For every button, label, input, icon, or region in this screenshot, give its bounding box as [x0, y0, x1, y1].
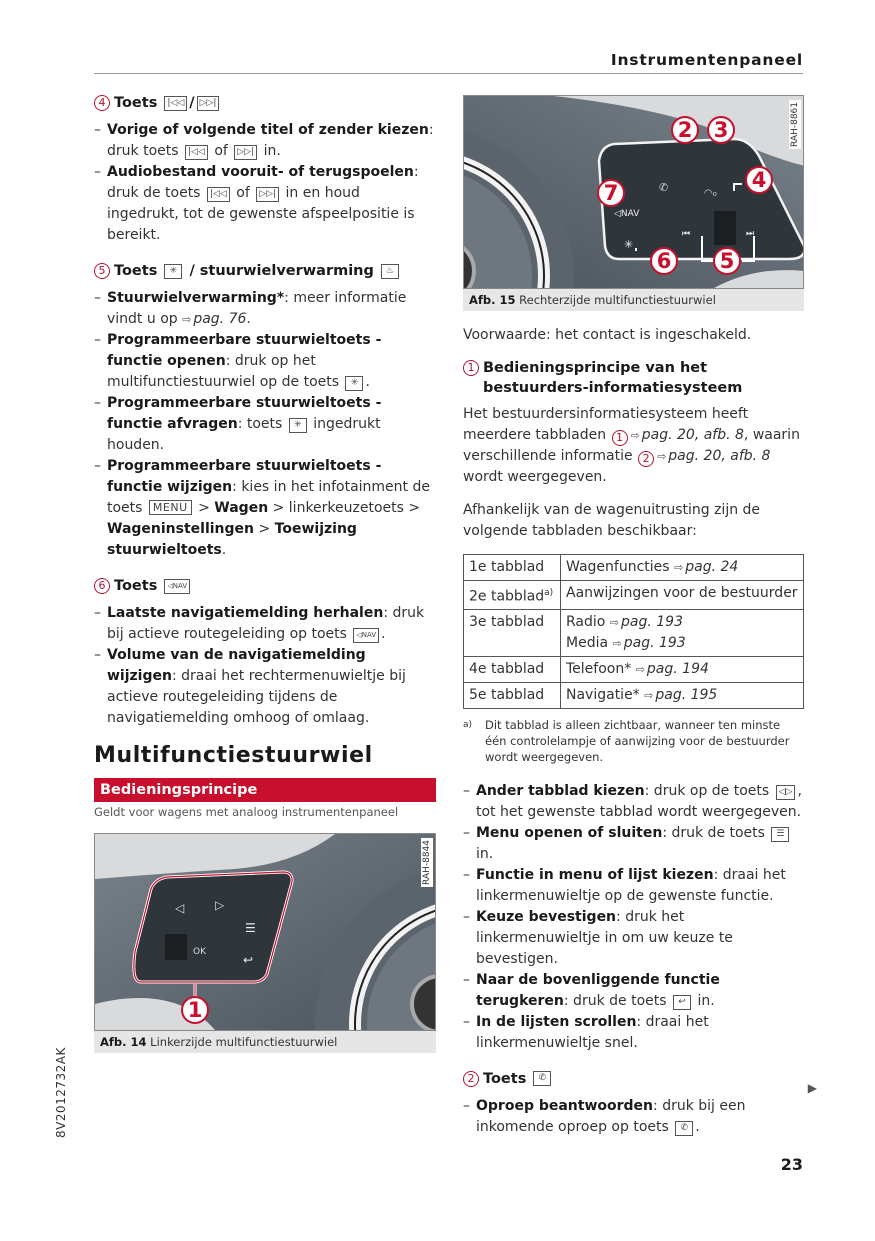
- callout-number: 1: [463, 360, 479, 376]
- tabs-intro: Afhankelijk van de wagenuitrusting zijn de volgende tabbladen beschikbaar:: [463, 502, 761, 539]
- operation-list: [463, 781, 804, 1054]
- figure-id: RAH-8844: [422, 840, 432, 885]
- page-ref-link[interactable]: pag. 20, afb. 8: [668, 448, 771, 464]
- callout-7: 7: [597, 179, 625, 207]
- applies-to-note: Geldt voor wagens met analoog instrumentenpaneel: [94, 805, 399, 819]
- table-row: 1e tabblad Wagenfuncties ⇨ pag. 24: [464, 555, 804, 581]
- heading-toets-2: 2 Toets ✆: [463, 1068, 804, 1090]
- svg-text:⏮: ⏮: [682, 229, 691, 239]
- table-row: 4e tabblad Telefoon* ⇨ pag. 194: [464, 656, 804, 682]
- callout-4: 4: [745, 166, 773, 194]
- page-ref-link[interactable]: pag. 76: [193, 311, 247, 327]
- svg-text:✳: ✳: [624, 238, 634, 251]
- callout-number: 1: [612, 430, 628, 446]
- list-item: – In de lijsten scrollen: draai het linkermenuwieltje snel.: [463, 1012, 804, 1054]
- callout-3: 3: [707, 116, 735, 144]
- figure-id: RAH-8861: [790, 102, 800, 147]
- page-ref-link[interactable]: pag. 193: [621, 613, 683, 630]
- table-row: 5e tabblad Navigatie* ⇨ pag. 195: [464, 682, 804, 708]
- heading-toets-4: 4 Toets |◁◁ / ▷▷|: [94, 92, 436, 114]
- toets-6-list: [94, 603, 436, 729]
- right-column: [463, 95, 804, 1152]
- list-item: – Programmeerbare stuurwieltoets - functie wijzigen: kies in het infotainment de toets MENU > Wagen > linkerkeuzetoets > Wageninstellingen > Toewijzing stuurwieltoets.: [94, 456, 436, 561]
- list-item: – Laatste navigatiemelding herhalen: druk bij actieve routegeleiding op toets ◁NAV .: [94, 603, 436, 645]
- svg-text:◁: ◁: [175, 901, 185, 915]
- toets-5-list: [94, 288, 436, 561]
- callout-number: 6: [94, 578, 110, 594]
- chapter-title: Multifunctiestuurwiel: [94, 743, 373, 768]
- figure-caption: Afb. 14 Linkerzijde multifunctiestuurwiel: [94, 1031, 436, 1053]
- phone-key-icon: ✆: [533, 1071, 551, 1086]
- page-ref-link[interactable]: pag. 194: [646, 660, 709, 677]
- figure-14-image: [94, 833, 436, 1031]
- page-number: 23: [780, 1155, 803, 1174]
- figure-15: [463, 95, 804, 311]
- list-item: – Programmeerbare stuurwieltoets - functie openen: druk op het multifunctiestuurwiel op de toets ✳ .: [94, 330, 436, 393]
- callout-number: 2: [463, 1071, 479, 1087]
- svg-text:↩: ↩: [243, 953, 254, 967]
- toets-2-list: [463, 1096, 804, 1138]
- heading-toets-6: 6 Toets ◁NAV: [94, 575, 436, 597]
- info-paragraph: Het bestuurdersinformatiesysteem heeft meerdere tabbladen 1 ⇨ pag. 20, afb. 8, waarin verschillende informatie 2 ⇨ pag. 20, afb. 8 wordt weergegeven.: [463, 406, 800, 485]
- section-title: Instrumentenpaneel: [610, 51, 803, 69]
- nav-voice-key-icon: ◁NAV: [164, 579, 190, 594]
- figure-15-image: [463, 95, 804, 289]
- list-item: – Vorige of volgende titel of zender kiezen: druk toets |◁◁ of ▷▷| in.: [94, 120, 436, 162]
- page-ref-arrow-icon: ⇨: [630, 429, 640, 442]
- page-ref-arrow-icon: ⇨: [182, 313, 192, 326]
- prev-track-key-icon: |◁◁: [164, 96, 187, 111]
- callout-number: 2: [638, 451, 654, 467]
- callout-2: 2: [671, 116, 699, 144]
- tabs-table: [463, 554, 804, 709]
- list-item: – Programmeerbare stuurwieltoets - functie afvragen: toets ✳ ingedrukt houden.: [94, 393, 436, 456]
- list-item: – Stuurwielverwarming*: meer informatie vindt u op ⇨ pag. 76.: [94, 288, 436, 330]
- star-key-icon: ✳: [289, 418, 307, 433]
- phone-key-icon: ✆: [675, 1121, 693, 1136]
- document-code: 8V2012732AK: [54, 1047, 68, 1138]
- next-track-key-icon: ▷▷|: [197, 96, 220, 111]
- list-item: – Volume van de navigatiemelding wijzigen: draai het rechtermenuwieltje bij actieve routegeleiding tijdens de navigatiemelding omhoog of omlaag.: [94, 645, 436, 729]
- star-key-icon: ✳: [345, 376, 363, 391]
- menu-key-icon: MENU: [149, 500, 192, 515]
- star-key-icon: ✳: [164, 264, 182, 279]
- list-item: – Keuze bevestigen: druk het linkermenuwieltje in om uw keuze te bevestigen.: [463, 907, 804, 970]
- nav-voice-key-icon: ◁NAV: [353, 628, 379, 643]
- left-steering-wheel-illustration: [95, 834, 435, 1030]
- callout-6: 6: [650, 247, 678, 275]
- svg-text:◁NAV: ◁NAV: [614, 209, 640, 219]
- list-item: – Naar de bovenliggende functie terugkeren: druk de toets ↩ in.: [463, 970, 804, 1012]
- prev-track-key-icon: |◁◁: [185, 145, 208, 160]
- footnote: a) Dit tabblad is alleen zichtbaar, wanneer ten minste één controlelampje of aanwijzing voor de bestuurder wordt weergegeven.: [463, 717, 790, 764]
- menu-key-icon: ☰: [771, 827, 789, 842]
- table-row: 3e tabblad Radio ⇨ pag. 193 Media ⇨ pag. 193: [464, 609, 804, 656]
- page-ref-link[interactable]: pag. 193: [623, 634, 686, 651]
- svg-text:✆: ✆: [659, 181, 669, 194]
- page-ref-arrow-icon: ⇨: [657, 450, 667, 463]
- next-track-key-icon: ▷▷|: [256, 187, 279, 202]
- list-item: – Menu openen of sluiten: druk de toets ☰ in.: [463, 823, 804, 865]
- figure-14: [94, 833, 436, 1053]
- list-item: – Functie in menu of lijst kiezen: draai het linkermenuwieltje op de gewenste functie.: [463, 865, 804, 907]
- prev-track-key-icon: |◁◁: [207, 187, 230, 202]
- list-item: – Audiobestand vooruit- of terugspoelen: druk de toets |◁◁ of ▷▷| in en houd ingedrukt, tot de gewenste afspeelpositie is bereikt.: [94, 162, 436, 246]
- steering-heat-key-icon: ♨: [381, 264, 399, 279]
- tab-switch-key-icon: ◁▷: [776, 785, 796, 800]
- precondition-text: Voorwaarde: het contact is ingeschakeld.: [463, 327, 752, 343]
- page-ref-link[interactable]: pag. 20, afb. 8: [641, 427, 744, 443]
- left-column: [94, 92, 436, 1053]
- back-key-icon: ↩: [673, 995, 691, 1010]
- next-track-key-icon: ▷▷|: [234, 145, 257, 160]
- callout-number: 5: [94, 263, 110, 279]
- callout-5: 5: [713, 247, 741, 275]
- continue-arrow-icon: ▶: [807, 1081, 817, 1095]
- figure-caption: Afb. 15 Rechterzijde multifunctiestuurwiel: [463, 289, 804, 311]
- list-item: – Oproep beantwoorden: druk bij een inkomende oproep op toets ✆ .: [463, 1096, 804, 1138]
- section-bar: Bedieningsprincipe: [94, 778, 436, 802]
- heading-toets-5: 5 Toets ✳ / stuurwielverwarming ♨: [94, 260, 436, 282]
- svg-text:☰: ☰: [245, 921, 256, 935]
- callout-number: 4: [94, 95, 110, 111]
- callout-1: 1: [181, 996, 209, 1024]
- svg-text:▷: ▷: [215, 898, 225, 912]
- heading-bedieningsprincipe: 1 Bedieningsprincipe van het bestuurders-informatiesysteem: [463, 358, 804, 398]
- svg-text:◠₀: ◠₀: [704, 188, 717, 199]
- header-divider: [94, 73, 803, 74]
- page-ref-link[interactable]: pag. 24: [685, 559, 739, 575]
- svg-text:OK: OK: [193, 947, 206, 957]
- list-item: – Ander tabblad kiezen: druk op de toets ◁▷ , tot het gewenste tabblad wordt weergegeven.: [463, 781, 804, 823]
- page-ref-link[interactable]: pag. 195: [655, 686, 718, 703]
- toets-4-list: [94, 120, 436, 246]
- table-row: 2e tabblad$^{a)}$ Aanwijzingen voor de bestuurder: [464, 581, 804, 610]
- svg-text:⏭: ⏭: [746, 229, 755, 239]
